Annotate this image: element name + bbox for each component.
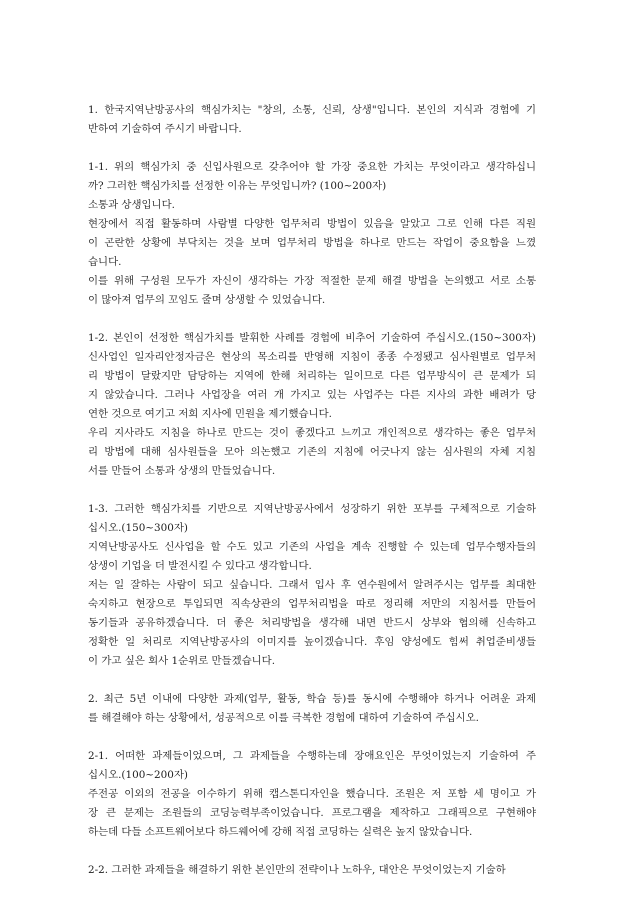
text-line: 주전공 이외의 전공을 이수하기 위해 캡스톤디자인을 했습니다. 조원은 저 포함 세 명이고 가: [88, 788, 536, 800]
text-line: 1. 한국지역난방공사의 핵심가치는 "창의, 소통, 신뢰, 상생"입니다. 본인의 지식과 경험에 기: [88, 104, 536, 116]
text-line: 2. 최근 5년 이내에 다양한 과제(업무, 활동, 학습 등)를 동시에 수행해야 하거나 어려운 과제: [88, 693, 536, 705]
text-line: 현장에서 직접 활동하며 사람별 다양한 업무처리 방법이 있음을 알았고 그로 인해 다른 직원: [88, 218, 536, 230]
document-body: [88, 101, 536, 899]
text-line: 서를 만들어 소통과 상생의 만들었습니다.: [88, 465, 276, 477]
section-1: [88, 101, 536, 139]
text-line: 정확한 일 처리로 지역난방공사의 이미지를 높이겠습니다. 후임 양성에도 힘써 취업준비생들: [88, 636, 536, 648]
text-line: 이 많아져 업무의 꼬임도 줄며 상생할 수 있었습니다.: [88, 294, 326, 306]
text-line: 1-2. 본인이 선정한 핵심가치를 발휘한 사례를 경험에 비추어 기술하여 주십시오.(150~300자): [88, 332, 536, 344]
text-line: 신사업인 일자리안정자금은 현상의 목소리를 반영해 지침이 종종 수정됐고 심사원별로 업무처: [88, 351, 536, 363]
text-line: 십시오.(100~200자): [88, 769, 188, 781]
section-5: [88, 690, 536, 728]
text-line: 하는데 다들 소프트웨어보다 하드웨어에 강해 직접 코딩하는 실력은 높지 않았습니다.: [88, 826, 473, 838]
text-line: 이 가고 싶은 회사 1순위로 만들겠습니다.: [88, 655, 276, 667]
text-line: 저는 일 잘하는 사람이 되고 싶습니다. 그래서 입사 후 연수원에서 알려주시는 업무를 최대한: [88, 579, 536, 591]
text-line: 이 곤란한 상황에 부닥치는 것을 보며 업무처리 방법을 하나로 만드는 작업이 중요함을 느꼈: [88, 237, 536, 249]
text-line: 숙지하고 현장으로 투입되면 직속상관의 업무처리법을 따로 정리해 저만의 지침서를 만들어: [88, 598, 536, 610]
text-line: 2-1. 어떠한 과제들이었으며, 그 과제들을 수행하는데 장애요인은 무엇이었는지 기술하여 주: [88, 750, 536, 762]
text-line: 리 방법에 대해 심사원들을 모아 의논했고 기존의 지침에 어긋나지 않는 심사원의 자체 지침: [88, 446, 536, 458]
text-line: 2-2. 그러한 과제들을 해결하기 위한 본인만의 전략이나 노하우, 대안은 무엇이었는지 기술하: [88, 864, 506, 876]
text-line: 리 방법이 달랐지만 담당하는 지역에 한해 처리하는 일이므로 다른 업무방식이 큰 문제가 되: [88, 370, 536, 382]
text-line: 소통과 상생입니다.: [88, 199, 175, 211]
text-line: 지역난방공사도 신사업을 할 수도 있고 기존의 사업을 계속 진행할 수 있는데 업무수행자들의: [88, 541, 536, 553]
section-7: [88, 861, 536, 880]
text-line: 1-1. 위의 핵심가치 중 신입사원으로 갖추어야 할 가장 중요한 가치는 무엇이라고 생각하십니: [88, 161, 536, 173]
section-6: [88, 747, 536, 842]
section-3: [88, 329, 536, 481]
text-line: 상생이 기업을 더 발전시킬 수 있다고 생각합니다.: [88, 560, 312, 572]
text-line: 이를 위해 구성원 모두가 자신이 생각하는 가장 적절한 문제 해결 방법을 논의했고 서로 소통: [88, 275, 536, 287]
text-line: 를 해결해야 하는 상황에서, 성공적으로 이를 극복한 경험에 대하여 기술하여 주십시오.: [88, 712, 479, 724]
text-line: 지 않았습니다. 그러나 사업장을 여러 개 가지고 있는 사업주는 다른 지사의 과한 배려가 당: [88, 389, 536, 401]
text-line: 우리 지사라도 지침을 하나로 만드는 것이 좋겠다고 느끼고 개인적으로 생각하는 좋은 업무처: [88, 427, 536, 439]
text-line: 장 큰 문제는 조원들의 코딩능력부족이었습니다. 프로그램을 제작하고 그래픽으로 구현해야: [88, 807, 536, 819]
section-4: [88, 500, 536, 671]
text-line: 십시오.(150~300자): [88, 522, 188, 534]
section-2: [88, 158, 536, 310]
text-line: 1-3. 그러한 핵심가치를 기반으로 지역난방공사에서 성장하기 위한 포부를 구체적으로 기술하: [88, 503, 536, 515]
text-line: 습니다.: [88, 256, 122, 268]
text-line: 연한 것으로 여기고 저희 지사에 민원을 제기했습니다.: [88, 408, 332, 420]
text-line: 까? 그러한 핵심가치를 선정한 이유는 무엇입니까? (100~200자): [88, 180, 387, 192]
text-line: 반하여 기술하여 주시기 바랍니다.: [88, 123, 242, 135]
text-line: 동기들과 공유하겠습니다. 더 좋은 처리방법을 생각해 내면 반드시 상부와 협의해 신속하고: [88, 617, 536, 629]
